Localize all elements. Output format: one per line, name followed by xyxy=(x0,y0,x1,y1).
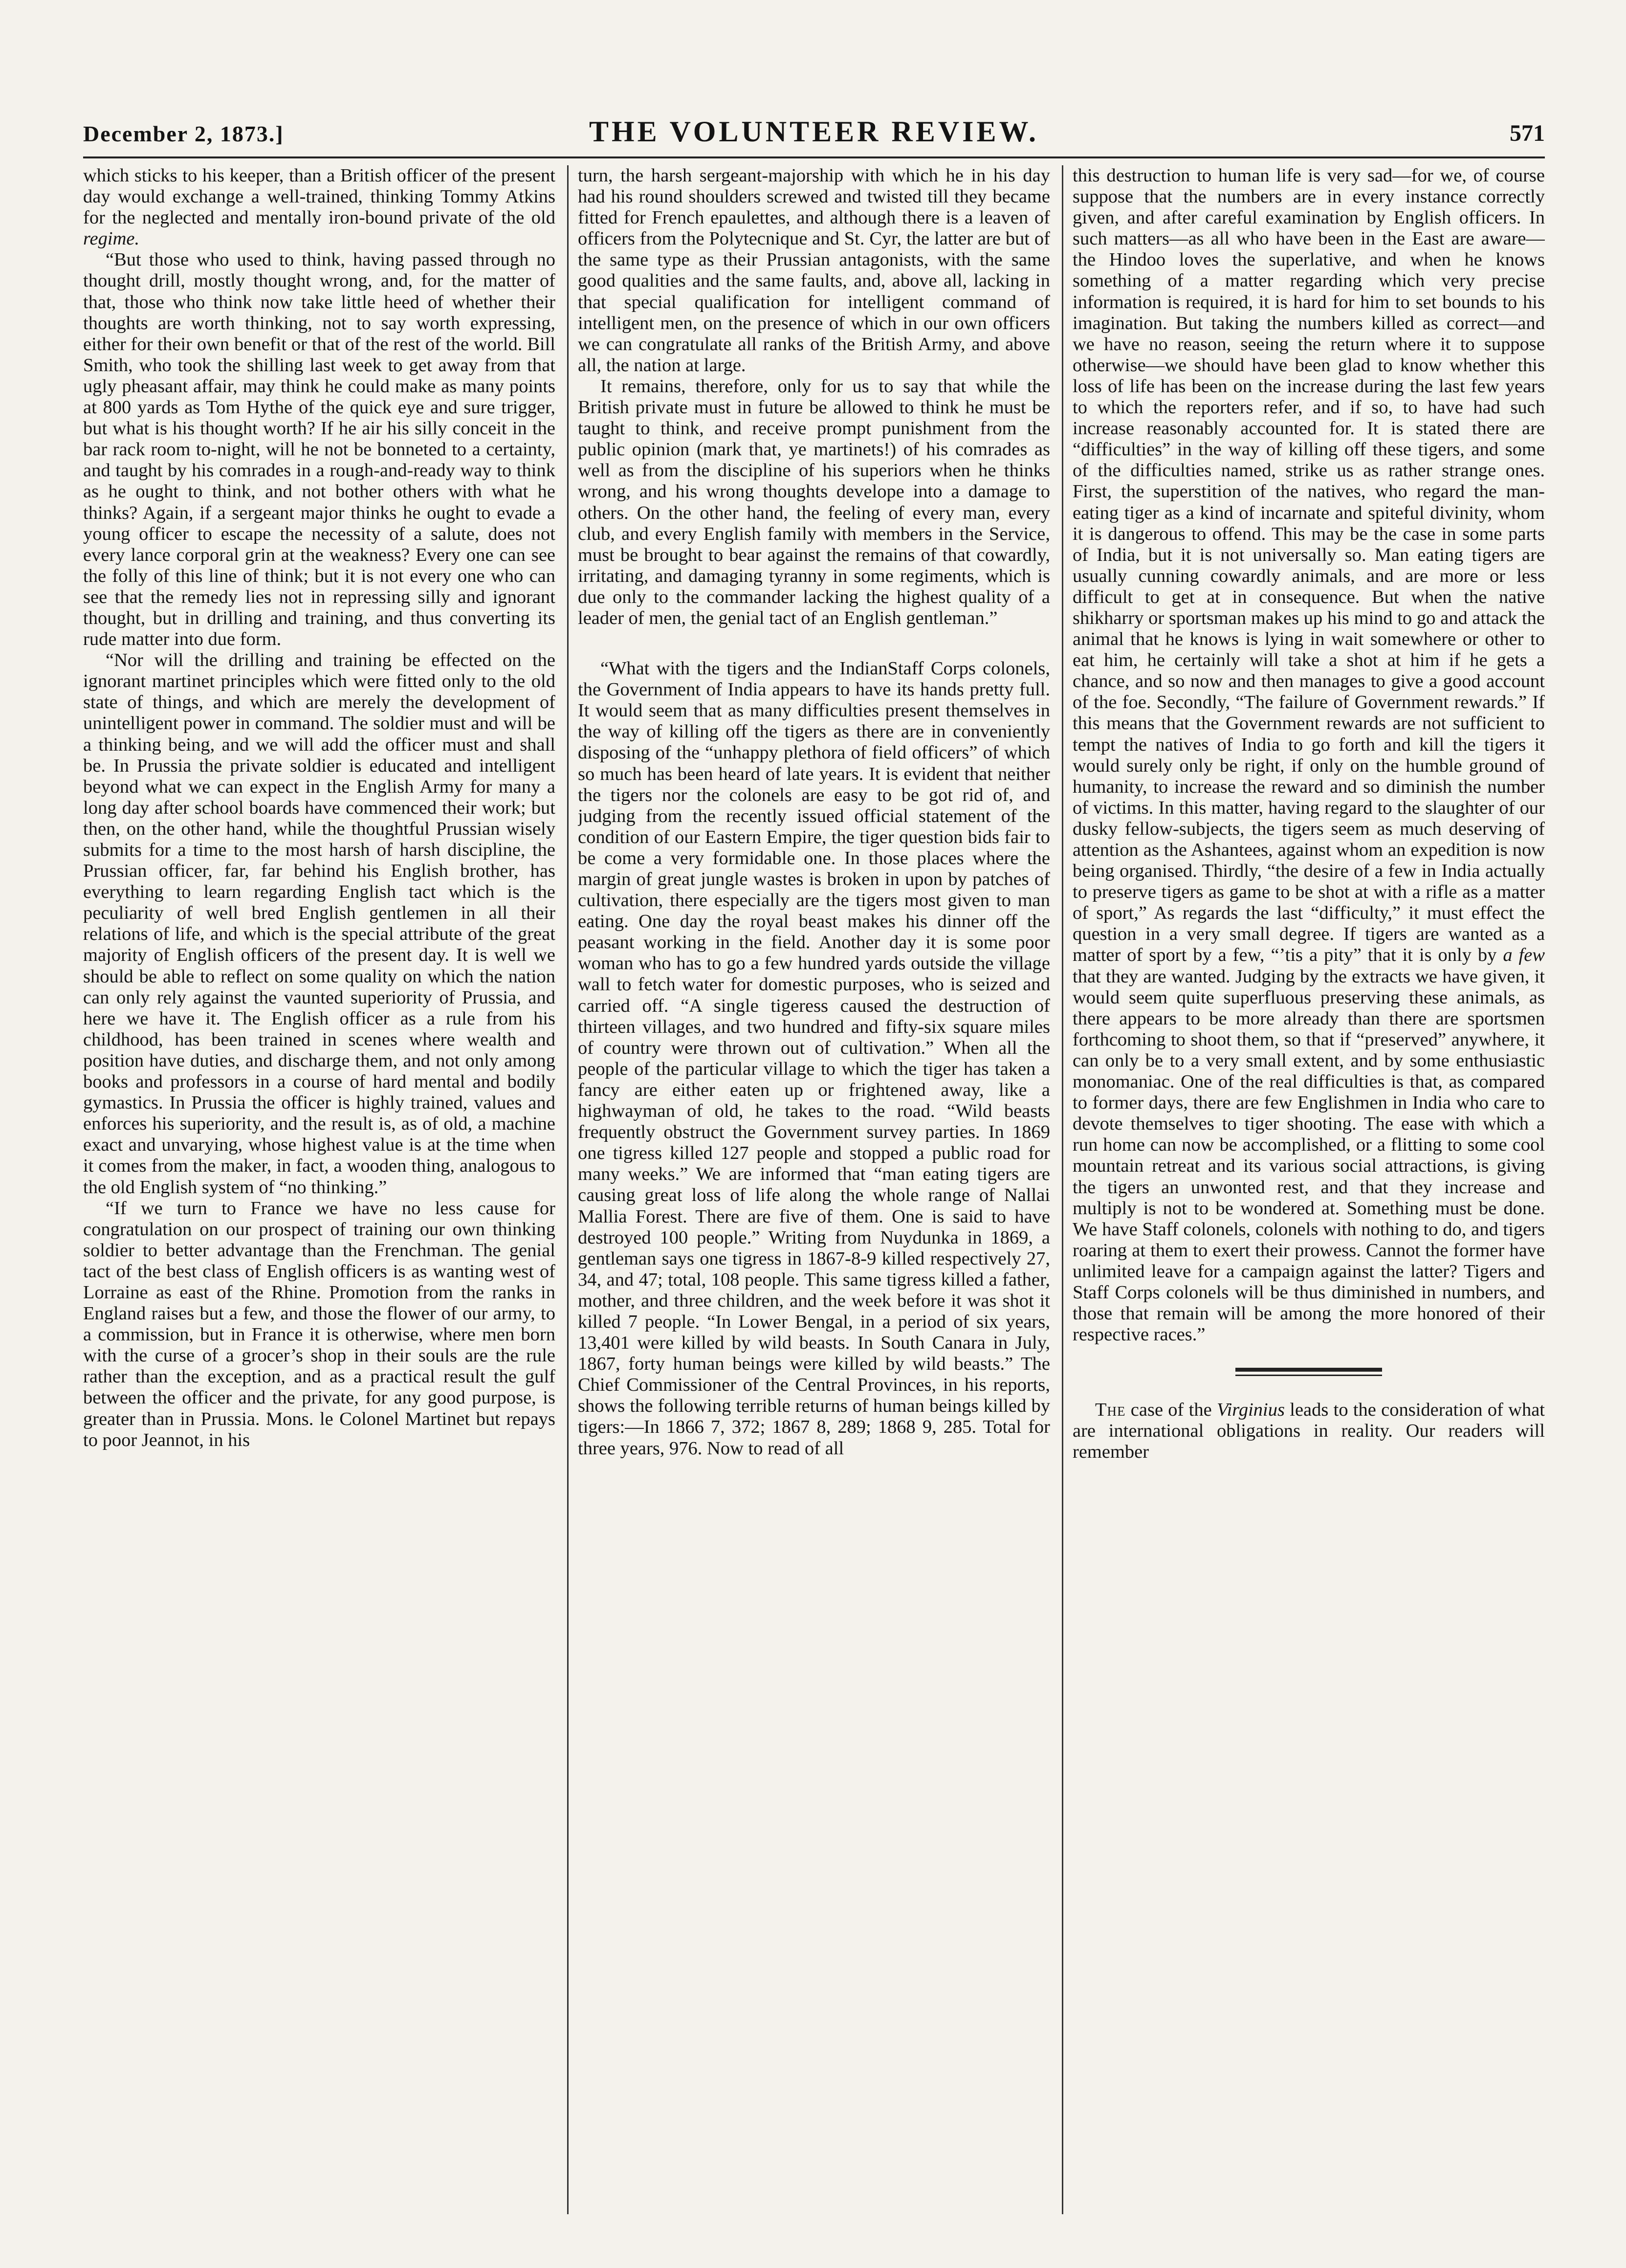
paragraph xyxy=(1073,165,1545,1345)
italic-text: Virginius xyxy=(1216,1400,1285,1421)
paragraph: “What with the tigers and the IndianStaff Corps colonels, the Government of India appears to have its hands pretty full. It would seem that as many difficulties present themselves in the way of killing off the tigers as there are in conveniently disposing of the “unhappy plethora of field officers” of which so much has been heard of late years. It is evident that neither the tigers nor the colonels are easy to be got rid of, and judging from the recently issued official statement of the condition of our Eastern Empire, the tiger question bids fair to be come a very formidable one. In those places where the margin of great jungle wastes is broken in upon by patches of cultivation, there especially are the tigers most given to man eating. One day the royal beast makes his dinner off the peasant working in the field. Another day it is some poor woman who has to go a few hundred yards outside the village wall to fetch water for domestic purposes, who is seized and carried off. “A single tigeress caused the destruction of thirteen villages, and two hundred and fifty-six square miles of country were thrown out of cultivation.” When all the people of the particular village to which the tiger has taken a fancy are either eaten up or frightened away, like a highwayman of old, he takes to the road. “Wild beasts frequently obstruct the Government survey parties. In 1869 one tigress killed 127 people and stopped a public road for many weeks.” We are informed that “man eating tigers are causing great loss of life along the whole range of Nallai Mallia Forest. There are five of them. One is said to have destroyed 100 people.” Writing from Nuydunka in 1869, a gentleman says one tigress in 1867-8-9 killed respectively 27, 34, and 47; total, 108 people. This same tigress killed a father, mother, and three children, and the week before it was shot it killed 7 people. “In Lower Bengal, in a period of six years, 13,401 were killed by wild beasts. In South Canara in July, 1867, forty human beings were killed by wild beasts.” The Chief Commissioner of the Central Provinces, in his reports, shows the following terrible returns of human beings killed by tigers:—In 1866 7, 372; 1867 8, 289; 1868 9, 285. Total for three years, 976. Now to read of all xyxy=(578,658,1050,1459)
section-gap xyxy=(578,629,1050,658)
paragraph-text: this destruction to human life is very sad—for we, of course suppose that the numbers are in every instance correctly given, and after careful examination by English officers. In such matters—as all who have been in the East are aware—the Hindoo loves the superlative, and when he knows something of a matter regarding which very precise information is required, it is hard for him to set bounds to his imagination. But taking the numbers killed as correct—and we have no reason, seeing the return where it to suppose otherwise—we should have been glad to know whether this loss of life has been on the increase during the last few years to which the reporters refer, and if so, to have had such increase reasonably accounted for. It is stated there are “difficulties” in the way of killing off these tigers, and some of the difficulties named, strike us as rather strange ones. First, the superstition of the natives, who regard the man-eating tiger as a kind of incarnate and spiteful divinity, whom it is dangerous to offend. This may be the case in some parts of India, but it is not universally so. Man eating tigers are usually cunning cowardly animals, and are more or less difficult to get at in consequence. But when the native shikharry or sportsman makes up his mind to go and attack the animal that he knows is lying in wait somewhere or other to eat him, he certainly will take a shot at him if he gets a chance, and so now and then manages to give a good account of the foe. Secondly, “The failure of Government rewards.” If this means that the Government rewards are not sufficient to tempt the natives of India to go forth and kill the tigers it would surely only be right, if only on the humble ground of humanity, to increase the reward and so diminish the number of victims. In this matter, having regard to the slaughter of our dusky fellow-subjects, the tigers seem as much deserving of attention as the Ashantees, against whom an expedition is now being organised. Thirdly, “the desire of a few in India actually to preserve tigers as game to be shot at with a rifle as a matter of sport,” As regards the last “difficulty,” it must effect the question in a very small degree. If tigers are wanted as a matter of sport by a few, “’tis a pity” that it is only by xyxy=(1073,165,1545,966)
page-number: 571 xyxy=(1510,120,1545,146)
paragraph: It remains, therefore, only for us to say that while the British private must in future be allowed to think he must be taught to think, and receive prompt punishment from the public opinion (mark that, ye martinets!) of his comrades as well as from the discipline of his superiors when he thinks wrong, and his wrong thoughts develope into a damage to others. On the other hand, the feeling of every man, every club, and every English family with members in the Service, must be brought to bear against the remains of that cowardly, irritating, and damaging tyranny in some regiments, which is due only to the commander lacking the highest quality of a leader of men, the genial tact of an English gentleman.” xyxy=(578,376,1050,628)
paragraph-text: which sticks to his keeper, than a British officer of the present day would exchange a well-trained, thinking Tommy Atkins for the neglected and mentally iron-bound private of the old xyxy=(83,165,555,228)
running-header xyxy=(83,103,1545,158)
issue-date: December 2, 1873.] xyxy=(83,121,284,146)
journal-title: THE VOLUNTEER REVIEW. xyxy=(589,115,1039,148)
paragraph-text: case of the xyxy=(1125,1400,1217,1421)
italic-text: a few xyxy=(1503,945,1545,966)
paragraph xyxy=(83,165,555,249)
text-columns xyxy=(83,165,1545,2214)
column-2 xyxy=(578,165,1050,2214)
column-divider xyxy=(1062,165,1063,2214)
paragraph xyxy=(1073,1400,1545,1463)
lead-word: The xyxy=(1095,1400,1126,1421)
paragraph: “But those who used to think, having passed through no thought drill, mostly thought wrong, and, for the matter of that, those who think now take little heed of whether their thoughts are worth thinking, not to say worth expressing, either for their own benefit or that of the rest of the world. Bill Smith, who took the shilling last week to get away from that ugly pheasant affair, may think he could make as many points at 800 yards as Tom Hythe of the quick eye and sure trigger, but what is his thought worth? If he air his silly conceit in the bar rack room to-night, will he not be bonneted to a certainty, and taught by his comrades in a rough-and-ready way to think as he ought to think, and not bother others with what he thinks? Again, if a sergeant major thinks he ought to evade a young officer to escape the necessity of a salute, does not every lance corporal grin at the weakness? Every one can see the folly of this line of think; but it is not every one who can see that the remedy lies not in repressing silly and ignorant thought, but in drilling and training, and thus converting its rude matter into due form. xyxy=(83,249,555,650)
newspaper-page xyxy=(83,103,1545,2220)
paragraph: “Nor will the drilling and training be effected on the ignorant martinet principles which were fitted only to the old state of things, and which are merely the development of unintelligent power in command. The soldier must and will be a thinking being, and we will add the officer must and shall be. In Prussia the private soldier is educated and intelligent beyond what we can expect in the English Army for many a long day after school boards have commenced their work; but then, on the other hand, while the thoughtful Prussian wisely submits for a time to the most harsh of harsh discipline, the Prussian officer, far, far behind his English brother, has everything to learn regarding English tact which is the peculiarity of well bred English gentlemen in all their relations of life, and which is the special attribute of the great majority of English officers of the present day. It is well we should be able to reflect on some quality on which the nation can only rely against the vaunted superiority of Prussia, and here we have it. The English officer as a rule from his childhood, has been trained in scenes where wealth and position have duties, and discharge them, and not only among books and professors in a course of hard mental and bodily gymastics. In Prussia the officer is highly trained, values and enforces his superiority, and the result is, as of old, a machine exact and unvarying, whose highest value is at the time when it comes from the maker, in fact, a wooden thing, analogous to the old English system of “no thinking.” xyxy=(83,650,555,1198)
paragraph: “If we turn to France we have no less cause for congratulation on our prospect of training our own thinking soldier to better advantage than the Frenchman. The genial tact of the best class of English officers is as wanting west of Lorraine as east of the Rhine. Promotion from the ranks in England raises but a few, and those the flower of our army, to a commission, but in France it is otherwise, where men born with the curse of a grocer’s shop in their souls are the rule rather than the exception, and as a practical result the gulf between the officer and the private, for any good purpose, is greater than in Prussia. Mons. le Colonel Martinet but repays to poor Jeannot, in his xyxy=(83,1198,555,1450)
paragraph: turn, the harsh sergeant-majorship with which he in his day had his round shoulders screwed and twisted till they became fitted for French epaulettes, and although there is a leaven of officers from the Polytecnique and St. Cyr, the latter are but of the same type as their Prussian antagonists, with the same good qualities and the same faults, and, above all, lacking in that special qualification for intelligent command of intelligent men, on the presence of which in our own officers we can congratulate all ranks of the British Army, and above all, the nation at large. xyxy=(578,165,1050,376)
column-1 xyxy=(83,165,555,2214)
paragraph-text: leads to the consideration of what are international obligations in reality. Our readers will remember xyxy=(1073,1400,1545,1463)
italic-text: regime. xyxy=(83,228,140,249)
column-divider xyxy=(567,165,569,2214)
column-3 xyxy=(1073,165,1545,2214)
paragraph-text: that they are wanted. Judging by the extracts we have given, it would seem quite superfluous preserving these animals, as there appears to be more already than there are sportsmen forthcoming to shoot them, so that if “preserved” anywhere, it can only be to a very small extent, and by some enthusiastic monomaniac. One of the real difficulties is that, as compared to former days, there are few Englishmen in India who care to devote themselves to tiger shooting. The ease with which a run home can now be accomplished, or a flitting to some cool mountain retreat and its various social attractions, is giving the tigers an unwonted rest, and that they increase and multiply is not to be wondered at. Something must be done. We have Staff colonels, colonels with nothing to do, and tigers roaring at them to exert their prowess. Cannot the former have unlimited leave for a campaign against the latter? Tigers and Staff Corps colonels will be thus diminished in numbers, and those that remain will be among the more honored of their respective races.” xyxy=(1073,966,1545,1345)
section-separator xyxy=(1235,1368,1382,1376)
